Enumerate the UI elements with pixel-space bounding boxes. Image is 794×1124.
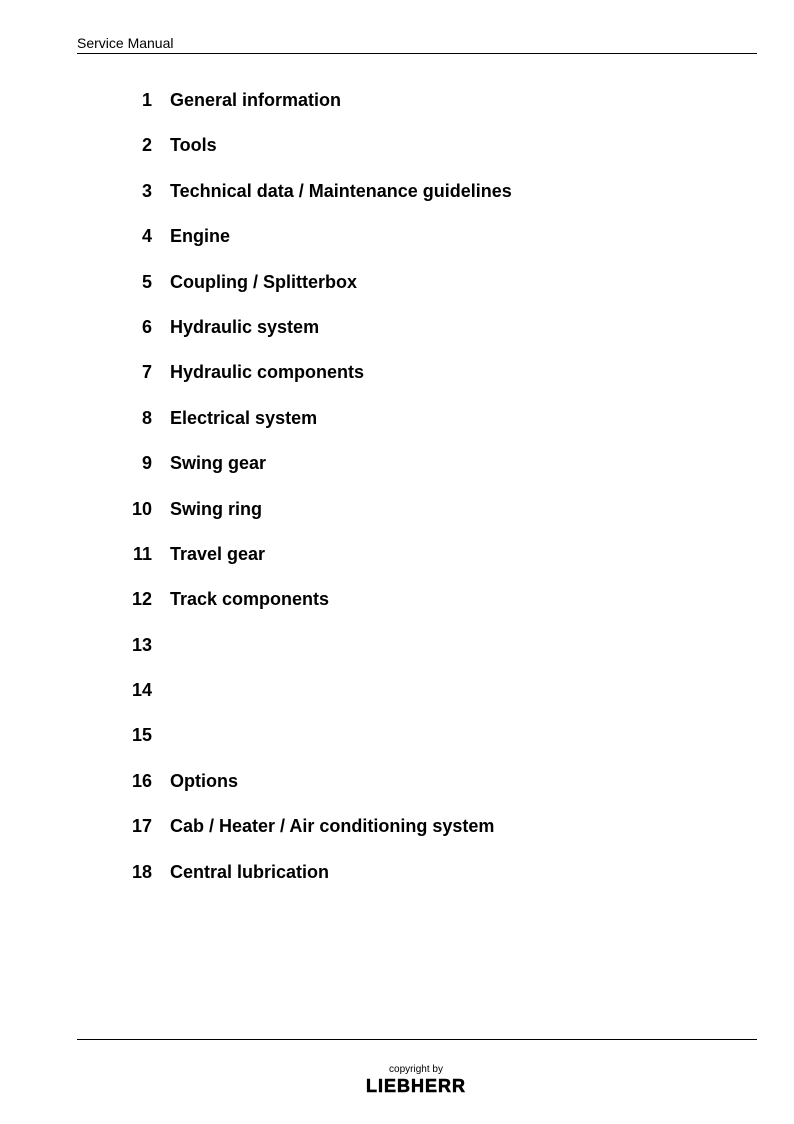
toc-chapter-number: 8 xyxy=(141,407,152,428)
toc-entry[interactable] xyxy=(0,679,794,724)
toc-chapter-title: Hydraulic system xyxy=(170,316,320,337)
toc-chapter-title: Central lubrication xyxy=(170,861,330,882)
toc-chapter-title: Options xyxy=(170,770,238,791)
header-title: Service Manual xyxy=(77,35,174,51)
toc-chapter-number: 11 xyxy=(132,543,152,564)
toc-chapter-number: 9 xyxy=(141,453,152,474)
toc-chapter-title: Swing ring xyxy=(170,498,262,519)
toc-chapter-title: Swing gear xyxy=(170,453,267,474)
toc-chapter-title: General information xyxy=(170,90,342,110)
header-divider xyxy=(77,53,757,54)
toc-entry[interactable] xyxy=(0,134,794,179)
toc-chapter-number: 13 xyxy=(131,634,152,655)
toc-chapter-number: 3 xyxy=(141,180,152,201)
liebherr-logo xyxy=(354,1077,478,1095)
toc-chapter-number: 7 xyxy=(141,362,152,383)
toc-chapter-number: 2 xyxy=(141,135,152,156)
liebherr-logo-mark xyxy=(354,1077,478,1095)
toc-chapter-number: 15 xyxy=(131,725,152,746)
toc-chapter-number: 12 xyxy=(131,589,152,610)
toc-chapter-title: Electrical system xyxy=(170,407,318,428)
toc-entry[interactable] xyxy=(0,407,794,452)
toc-entry[interactable] xyxy=(0,271,794,316)
footer-divider xyxy=(77,1039,757,1040)
toc-chapter-number: 1 xyxy=(141,90,152,110)
toc-chapter-number: 18 xyxy=(131,861,152,882)
toc-chapter-title: Hydraulic components xyxy=(170,362,365,383)
toc-chapter-number: 5 xyxy=(141,271,152,292)
toc-entry[interactable] xyxy=(0,861,794,906)
toc-entry[interactable] xyxy=(0,180,794,225)
toc-chapter-title: Cab / Heater / Air conditioning system xyxy=(170,816,495,837)
toc-chapter-number: 6 xyxy=(141,316,152,337)
toc-entry[interactable] xyxy=(0,724,794,769)
toc-entry[interactable] xyxy=(0,225,794,270)
toc-chapter-title: Technical data / Maintenance guidelines xyxy=(170,180,512,201)
toc-chapter-number: 4 xyxy=(141,226,152,247)
toc-chapter-title: Engine xyxy=(170,226,231,247)
toc-entry[interactable] xyxy=(0,588,794,633)
toc-chapter-title: Track components xyxy=(170,589,330,610)
toc-entry[interactable] xyxy=(0,770,794,815)
toc-chapter-number: 14 xyxy=(131,680,152,701)
toc-entry[interactable] xyxy=(0,498,794,543)
copyright-text: copyright by xyxy=(389,1064,443,1075)
toc-entry[interactable] xyxy=(0,815,794,860)
toc-entry[interactable] xyxy=(0,543,794,588)
toc-chapter-number: 10 xyxy=(131,498,152,519)
toc-entry[interactable] xyxy=(0,634,794,679)
toc-chapter-title: Coupling / Splitterbox xyxy=(170,271,357,292)
toc-entry[interactable] xyxy=(0,316,794,361)
liebherr-logo-text: LIEBHERR xyxy=(365,1077,467,1095)
table-of-contents xyxy=(0,89,794,906)
toc-entry[interactable] xyxy=(0,89,794,134)
toc-chapter-title: Tools xyxy=(170,135,217,156)
toc-entry[interactable] xyxy=(0,361,794,406)
toc-entry[interactable] xyxy=(0,452,794,497)
toc-chapter-title: Travel gear xyxy=(170,543,266,564)
toc-chapter-number: 16 xyxy=(131,770,152,791)
toc-chapter-number: 17 xyxy=(131,816,152,837)
